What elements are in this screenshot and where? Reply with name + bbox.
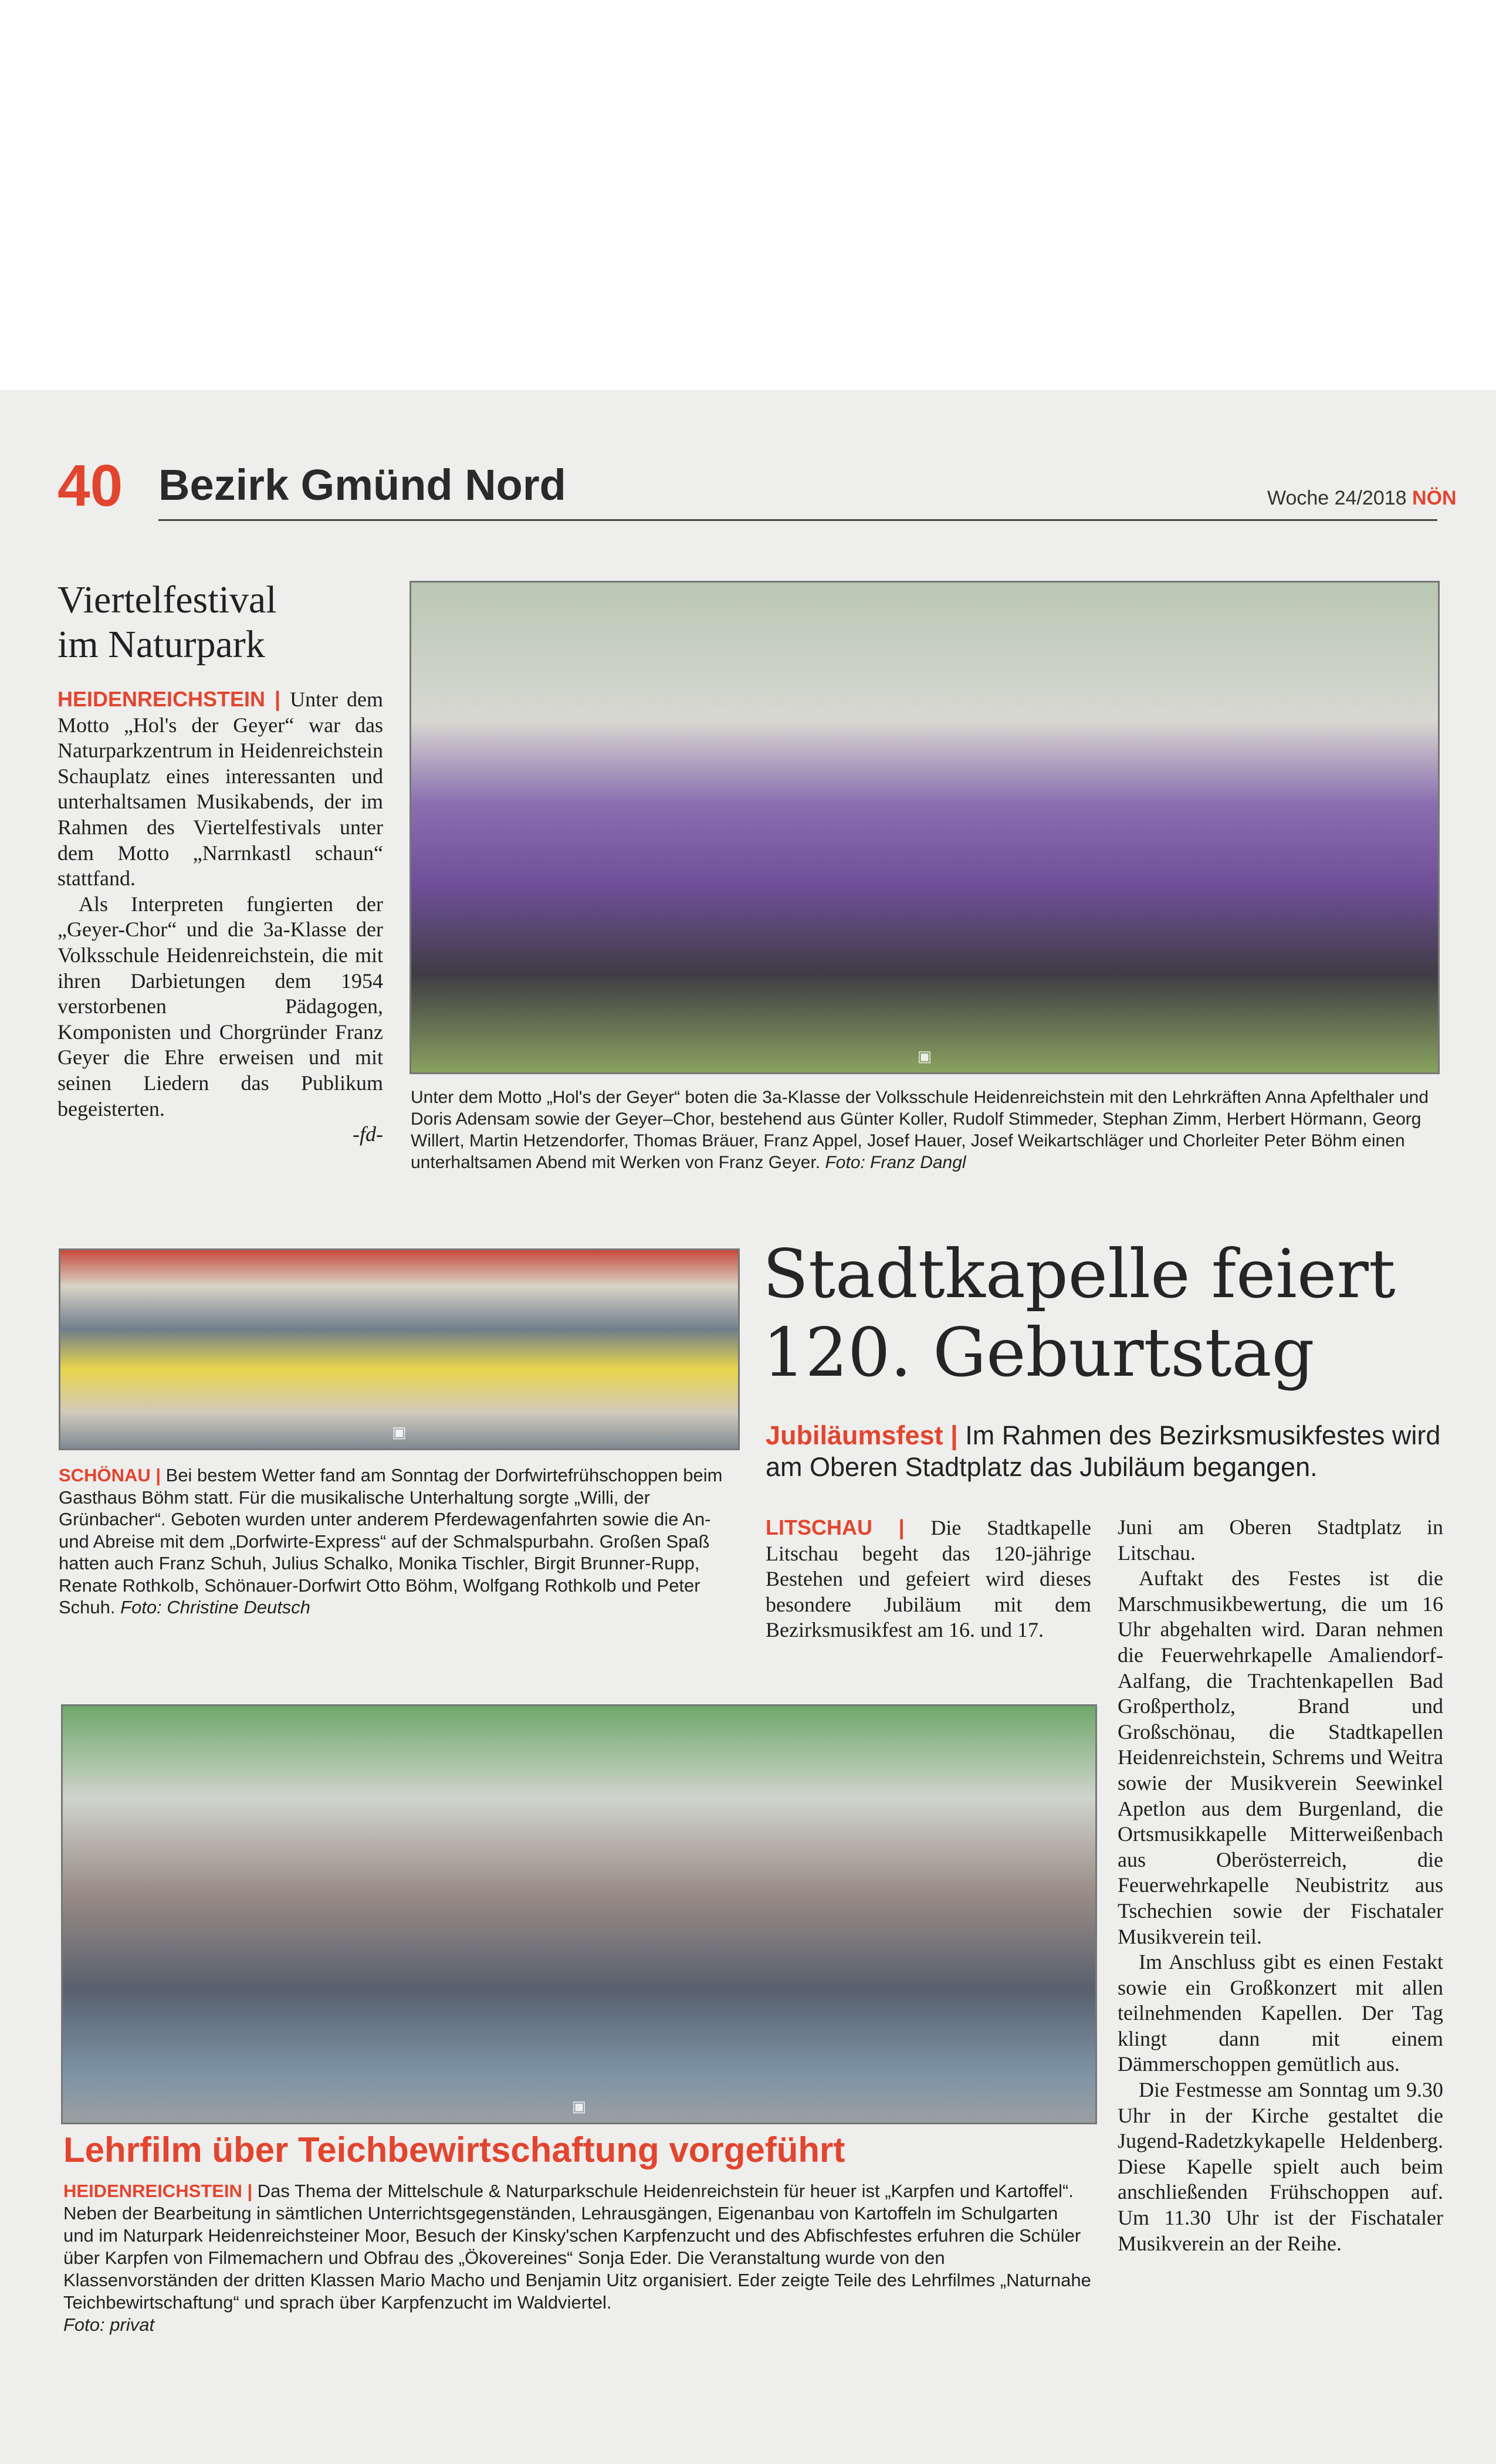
article-lehrfilm-title: Lehrfilm über Teichbewirtschaftung vorgeführt <box>63 2130 845 2169</box>
location-kicker: LITSCHAU <box>766 1515 872 1539</box>
photo-dorfwirte <box>59 1248 740 1450</box>
article-viertelfestival-title: Viertelfestival im Naturpark <box>57 578 277 666</box>
photo-credit: Foto: Christine Deutsch <box>120 1597 311 1617</box>
page-number: 40 <box>57 453 123 519</box>
photo-icon: ▣ <box>571 2097 587 2115</box>
photo-caption-geyer: Unter dem Motto „Hol's der Geyer“ boten die 3a-Klasse der Volksschule Heidenreichstein mit den Lehrkräften Anna Apfelthaler und Doris Adensam sowie der Geyer–Chor, bestehend aus Günter Koller, Rudolf Stimmeder, Stephan Zimm, Herbert Hörmann, Georg Willert, Martin Hetzendorfer, Thomas Bräuer, Franz Appel, Josef Hauer, Josef Weikartschläger und Chorleiter Peter Böhm einen unterhaltsamen Abend mit Werken von Franz Geyer. Foto: Franz Dangl <box>411 1088 1429 1172</box>
header-divider <box>158 519 1437 521</box>
author-signature: -fd- <box>353 1122 383 1146</box>
brand-logo: NÖN <box>1412 487 1457 509</box>
article-stadtkapelle-col1: LITSCHAU | Die Stadtkapelle Litschau begeht das 120-jährige Bestehen und gefeiert wird dieses besondere Jubiläum mit dem Bezirksmusikfest am 16. und 17. <box>766 1515 1092 1642</box>
photo-credit: Foto: Franz Dangl <box>825 1153 966 1172</box>
article-stadtkapelle-subtitle: Jubiläumsfest | Im Rahmen des Bezirksmusikfestes wird am Oberen Stadtplatz das Jubiläum begangen. <box>766 1420 1441 1482</box>
issue-info <box>1267 487 1457 510</box>
issue-week: Woche 24/2018 <box>1267 487 1407 509</box>
photo-geyer-choir <box>409 581 1440 1074</box>
photo-icon: ▣ <box>392 1423 407 1441</box>
location-kicker: HEIDENREICHSTEIN <box>63 2181 242 2201</box>
article-stadtkapelle-title: Stadtkapelle feiert 120. Geburtstag <box>763 1235 1396 1392</box>
photo-icon: ▣ <box>917 1047 932 1065</box>
location-kicker: HEIDENREICHSTEIN <box>57 687 266 711</box>
article-schoenau-text: SCHÖNAU | Bei bestem Wetter fand am Sonntag der Dorfwirtefrühschoppen beim Gasthaus Böhm statt. Für die musikalische Unterhaltung sorgte „Willi, der Grünbacher“. Geboten wurden unter anderem Pferdewagenfahrten sowie die An- und Abreise mit dem „Dorfwirte-Express“ auf der Schmalspurbahn. Großen Spaß hatten auch Franz Schuh, Julius Schalko, Monika Tischler, Birgit Brunner-Rupp, Renate Rothkolb, Schönauer-Dorfwirt Otto Böhm, Wolfgang Rothkolb und Peter Schuh. Foto: Christine Deutsch <box>59 1465 723 1617</box>
photo-credit: Foto: privat <box>63 2314 155 2335</box>
section-title: Bezirk Gmünd Nord <box>158 461 566 509</box>
location-kicker: SCHÖNAU <box>59 1465 151 1485</box>
photo-school-class <box>61 1704 1097 2124</box>
article-viertelfestival-body: HEIDENREICHSTEIN | Unter dem Motto „Hol's der Geyer“ war das Naturparkzentrum in Heidenreichstein Schauplatz eines interessanten und unterhaltsamen Musikabends, der im Rahmen des Viertelfestivals unter dem Motto „Narrnkastl schaun“ stattfand. Als Interpreten fungierten der „Geyer-Chor“ und die 3a-Klasse der Volksschule Heidenreichstein, die mit ihren Darbietungen dem 1954 verstorbenen Pädagogen, Komponisten und Chorgründer Franz Geyer die Ehre erweisen und mit seinen Liedern das Publikum begeisterten. -fd- <box>57 687 383 1146</box>
article-lehrfilm-text: HEIDENREICHSTEIN | Das Thema der Mittelschule & Naturparkschule Heidenreichstein für heuer ist „Karpfen und Kartoffel“. Neben der Bearbeitung in sämtlichen Unterrichtsgegenständen, Lehrausgängen, Eigenanbau von Kartoffeln im Schulgarten und im Naturpark Heidenreichsteiner Moor, Besuch der Kinsky'schen Karpfenzucht und des Abfischfestes erfuhren die Schüler über Karpfen von Filmemachern und Obfrau des „Ökovereines“ Sonja Eder. Die Veranstaltung wurde von den Klassenvorständen der dritten Klassen Mario Macho und Benjamin Uitz organisiert. Eder zeigte Teile des Lehrfilmes „Naturnahe Teichbewirtschaftung“ und sprach über Karpfenzucht im Waldviertel. Foto: privat <box>63 2181 1091 2335</box>
article-stadtkapelle-col2: Juni am Oberen Stadtplatz in Litschau. Auftakt des Festes ist die Marschmusikbewertung, die um 16 Uhr abgehalten wird. Daran nehmen die Feuerwehrkapelle Amaliendorf-Aalfang, die Trachtenkapellen Bad Großpertholz, Brand und Großschönau, die Stadtkapellen Heidenreichstein, Schrems und Weitra sowie der Musikverein Seewinkel Apetlon aus dem Burgenland, die Ortsmusikkapelle Mitterweißenbach aus Oberösterreich, die Feuerwehrkapelle Neubistritz aus Tschechien sowie der Fischataler Musikverein teil. Im Anschluss gibt es einen Festakt sowie ein Großkonzert mit allen teilnehmenden Kapellen. Der Tag klingt dann mit einem Dämmerschoppen gemütlich aus. Die Festmesse am Sonntag um 9.30 Uhr in der Kirche gestaltet die Jugend-Radetzkykapelle Heldenberg. Diese Kapelle spielt auch beim anschließenden Frühschoppen auf. Um 11.30 Uhr ist der Fischataler Musikverein an der Reihe. <box>1118 1515 1443 2255</box>
